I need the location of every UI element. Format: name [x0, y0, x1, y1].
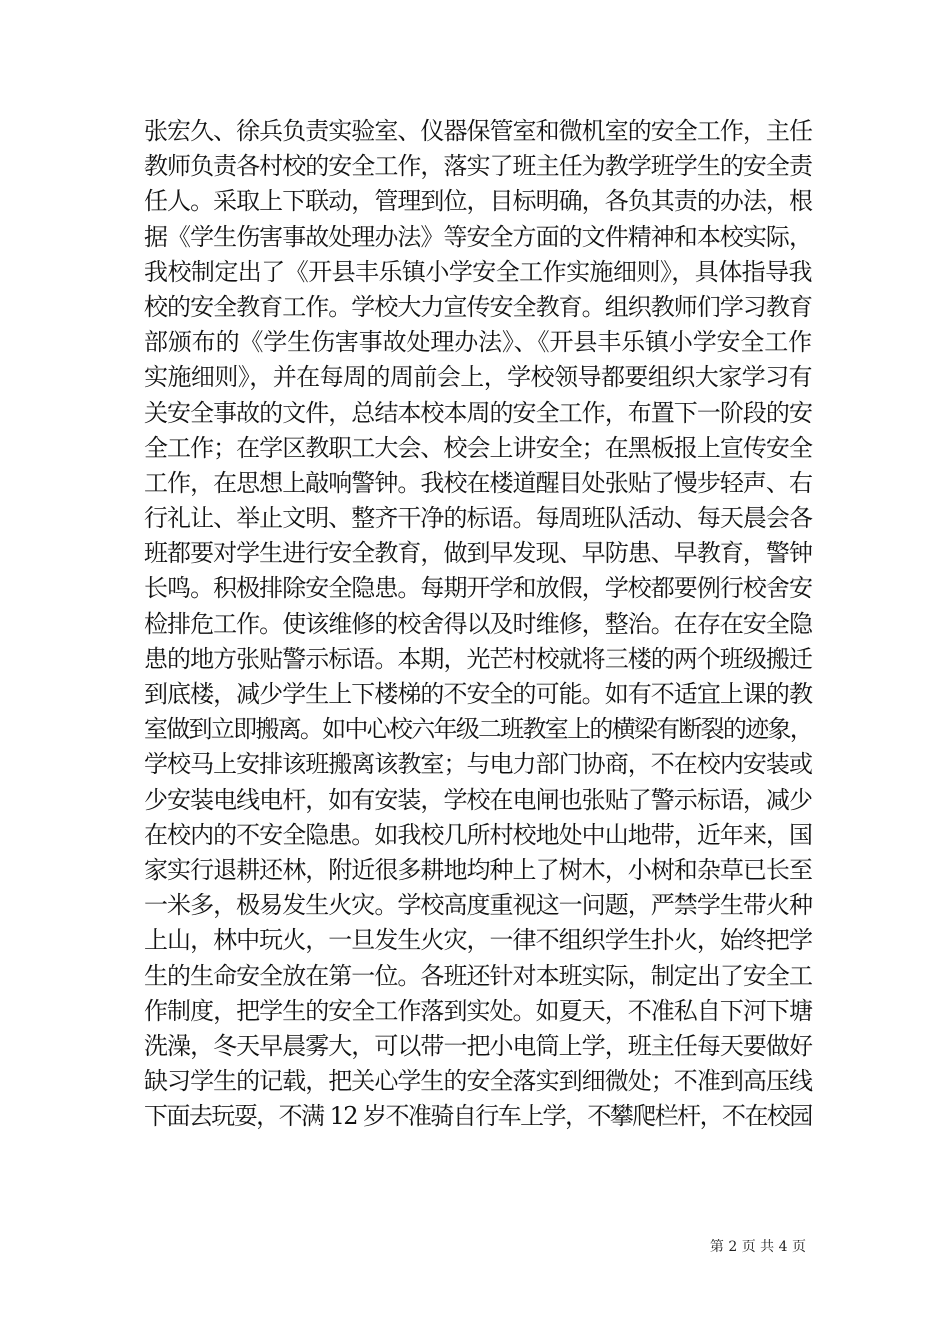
text-line: 作制度，把学生的安全工作落到实处。如夏天，不准私自下河下塘: [144, 996, 812, 1025]
text-line: 校的安全教育工作。学校大力宣传安全教育。组织教师们学习教育: [144, 292, 812, 321]
text-line: 教师负责各村校的安全工作，落实了班主任为教学班学生的安全责: [144, 152, 812, 181]
text-line: 实施细则》，并在每周的周前会上，学校领导都要组织大家学习有: [144, 363, 812, 392]
text-line: 学校马上安排该班搬离该教室；与电力部门协商，不在校内安装或: [144, 750, 812, 779]
text-line: 班都要对学生进行安全教育，做到早发现、早防患、早教育，警钟: [144, 539, 812, 568]
text-line: 上山，林中玩火，一旦发生火灾，一律不组织学生扑火，始终把学: [144, 926, 812, 955]
text-line: 下面去玩耍，不满 12 岁不准骑自行车上学，不攀爬栏杆，不在校园: [144, 1102, 812, 1131]
text-line: 工作，在思想上敲响警钟。我校在楼道醒目处张贴了慢步轻声、右: [144, 468, 812, 497]
text-line: 家实行退耕还林，附近很多耕地均种上了树木，小树和杂草已长至: [144, 855, 812, 884]
text-line: 长鸣。积极排除安全隐患。每期开学和放假，学校都要例行校舍安: [144, 574, 812, 603]
text-line: 到底楼，减少学生上下楼梯的不安全的可能。如有不适宜上课的教: [144, 680, 812, 708]
text-line: 洗澡，冬天早晨雾大，可以带一把小电筒上学，班主任每天要做好: [144, 1031, 812, 1060]
text-line: 生的生命安全放在第一位。各班还针对本班实际，制定出了安全工: [144, 961, 812, 990]
text-line: 检排危工作。使该维修的校舍得以及时维修，整治。在存在安全隐: [144, 609, 812, 638]
text-line: 一米多，极易发生火灾。学校高度重视这一问题，严禁学生带火种: [144, 891, 812, 920]
text-line: 关安全事故的文件，总结本校本周的安全工作，布置下一阶段的安: [144, 398, 812, 427]
text-line: 全工作；在学区教职工大会、校会上讲安全；在黑板报上宣传安全: [144, 433, 812, 462]
text-line: 缺习学生的记载，把关心学生的安全落实到细微处；不准到高压线: [144, 1067, 812, 1096]
text-line: 行礼让、举止文明、整齐干净的标语。每周班队活动、每天晨会各: [144, 504, 812, 533]
text-line: 在校内的不安全隐患。如我校几所村校地处中山地带，近年来，国: [144, 820, 812, 849]
text-line: 我校制定出了《开县丰乐镇小学安全工作实施细则》，具体指导我: [144, 257, 812, 286]
text-line: 任人。采取上下联动，管理到位，目标明确，各负其责的办法，根: [144, 187, 812, 216]
text-line: 据《学生伤害事故处理办法》等安全方面的文件精神和本校实际，: [144, 222, 812, 251]
text-line: 少安装电线电杆，如有安装，学校在电闸也张贴了警示标语，减少: [144, 785, 812, 814]
text-line: 张宏久、徐兵负责实验室、仪器保管室和微机室的安全工作，主任: [144, 117, 812, 145]
body-text: [144, 114, 814, 1134]
text-line: 部颁布的《学生伤害事故处理办法》、《开县丰乐镇小学安全工作: [144, 328, 812, 357]
text-line: 室做到立即搬离。如中心校六年级二班教室上的横梁有断裂的迹象，: [144, 715, 812, 744]
page-number-footer: 第 2 页 共 4 页: [709, 1239, 806, 1255]
text-line: 患的地方张贴警示标语。本期，光芒村校就将三楼的两个班级搬迁: [144, 644, 812, 673]
